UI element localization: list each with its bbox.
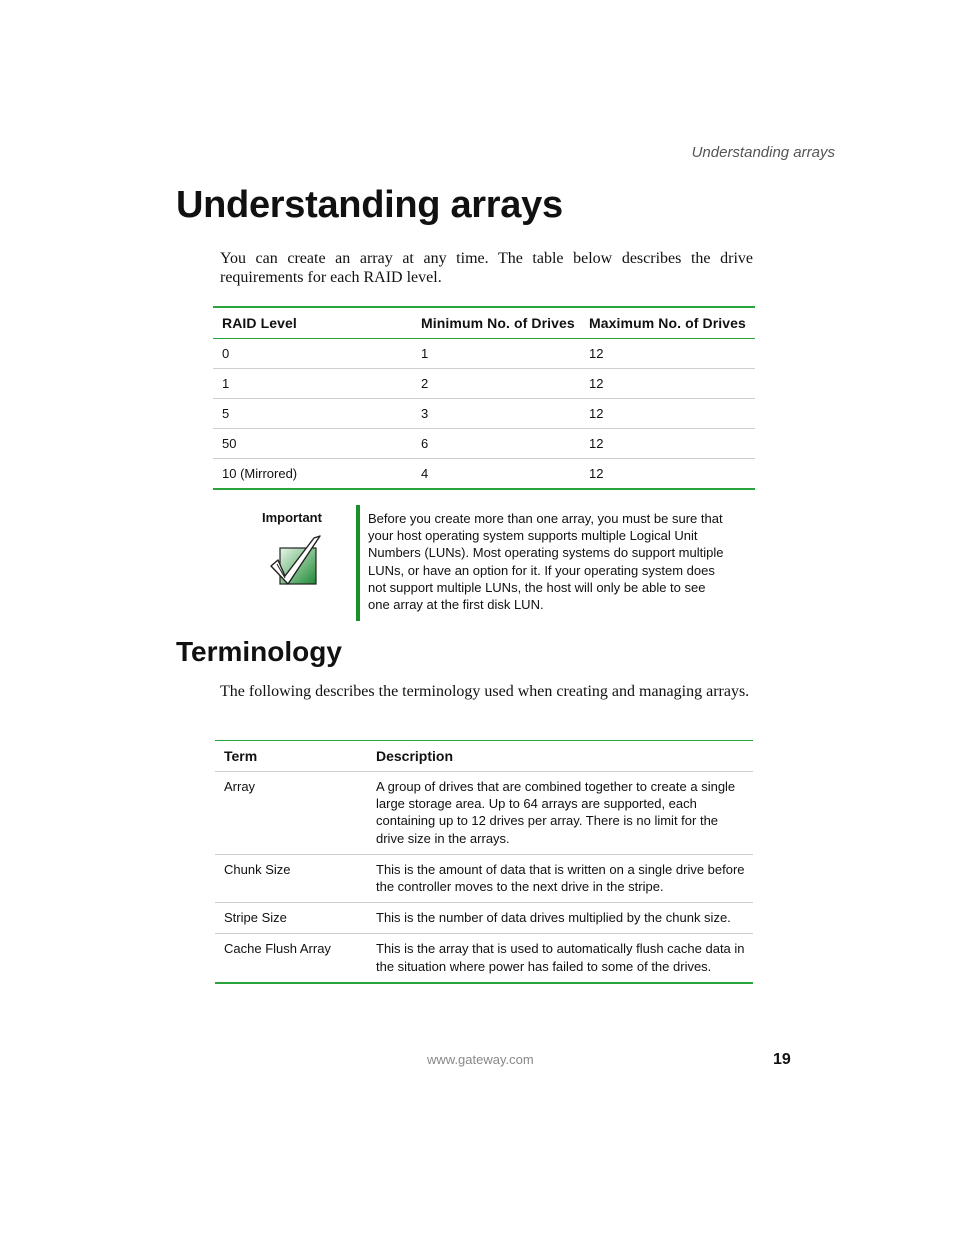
max-drives-cell: 12	[580, 339, 755, 369]
table-row	[213, 369, 755, 399]
min-drives-cell: 2	[412, 369, 580, 399]
checkmark-icon	[268, 534, 322, 595]
page-number: 19	[773, 1051, 791, 1068]
term-cell: Stripe Size	[215, 903, 367, 934]
column-header-min-drives: Minimum No. of Drives	[412, 307, 580, 339]
raid-level-cell: 0	[213, 339, 412, 369]
column-header-term: Term	[215, 741, 367, 772]
important-label: Important	[262, 510, 322, 525]
description-cell: This is the number of data drives multiplied by the chunk size.	[367, 903, 753, 934]
important-note-text: Before you create more than one array, you must be sure that your host operating system supports multiple Logical Unit Numbers (LUNs). Most operating systems do support multiple LUNs, or have an option for it. If your operating system does not support multiple LUNs, the host will only be able to see one array at the first disk LUN.	[368, 511, 724, 613]
section-title-terminology: Terminology	[176, 636, 342, 667]
table-row	[213, 399, 755, 429]
min-drives-cell: 1	[412, 339, 580, 369]
table-row	[215, 934, 753, 983]
description-cell: A group of drives that are combined together to create a single large storage area. Up to 64 arrays are supported, each containing up to 12 drives per array. There is no limit for the drive size in the arrays.	[367, 772, 753, 855]
description-cell: This is the amount of data that is written on a single drive before the controller moves to the next drive in the stripe.	[367, 854, 753, 902]
table-row	[215, 903, 753, 934]
raid-level-table	[213, 306, 755, 490]
table-header-row	[215, 741, 753, 772]
table-row	[215, 772, 753, 855]
max-drives-cell: 12	[589, 466, 604, 481]
table-row	[213, 339, 755, 369]
terminology-intro: The following describes the terminology used when creating and managing arrays.	[220, 683, 750, 700]
max-drives-cell: 12	[580, 369, 755, 399]
raid-level-cell: 10 (Mirrored)	[222, 466, 298, 481]
min-drives-cell: 6	[412, 429, 580, 459]
table-row	[215, 854, 753, 902]
max-drives-cell: 12	[580, 399, 755, 429]
min-drives-cell: 4	[421, 466, 429, 481]
raid-level-cell: 1	[213, 369, 412, 399]
column-header-description: Description	[367, 741, 753, 772]
column-header-raid-level: RAID Level	[213, 307, 412, 339]
note-accent-bar	[356, 505, 360, 621]
table-row	[213, 429, 755, 459]
min-drives-cell: 3	[412, 399, 580, 429]
table-row	[213, 459, 755, 490]
raid-level-cell: 50	[213, 429, 412, 459]
max-drives-cell: 12	[580, 429, 755, 459]
term-cell: Cache Flush Array	[224, 941, 331, 957]
running-header: Understanding arrays	[691, 144, 835, 161]
table-header-row	[213, 307, 755, 339]
column-header-max-drives: Maximum No. of Drives	[580, 307, 755, 339]
terminology-table	[215, 740, 753, 984]
raid-level-cell: 5	[213, 399, 412, 429]
term-cell: Chunk Size	[215, 854, 367, 902]
description-cell: This is the array that is used to automatically flush cache data in the situation where power has failed to some of the drives.	[376, 941, 745, 974]
intro-paragraph: You can create an array at any time. The table below describes the drive requirements for each RAID level.	[220, 250, 753, 286]
footer-url-link[interactable]: www.gateway.com	[427, 1052, 534, 1067]
page-title: Understanding arrays	[176, 184, 563, 226]
term-cell: Array	[215, 772, 367, 855]
